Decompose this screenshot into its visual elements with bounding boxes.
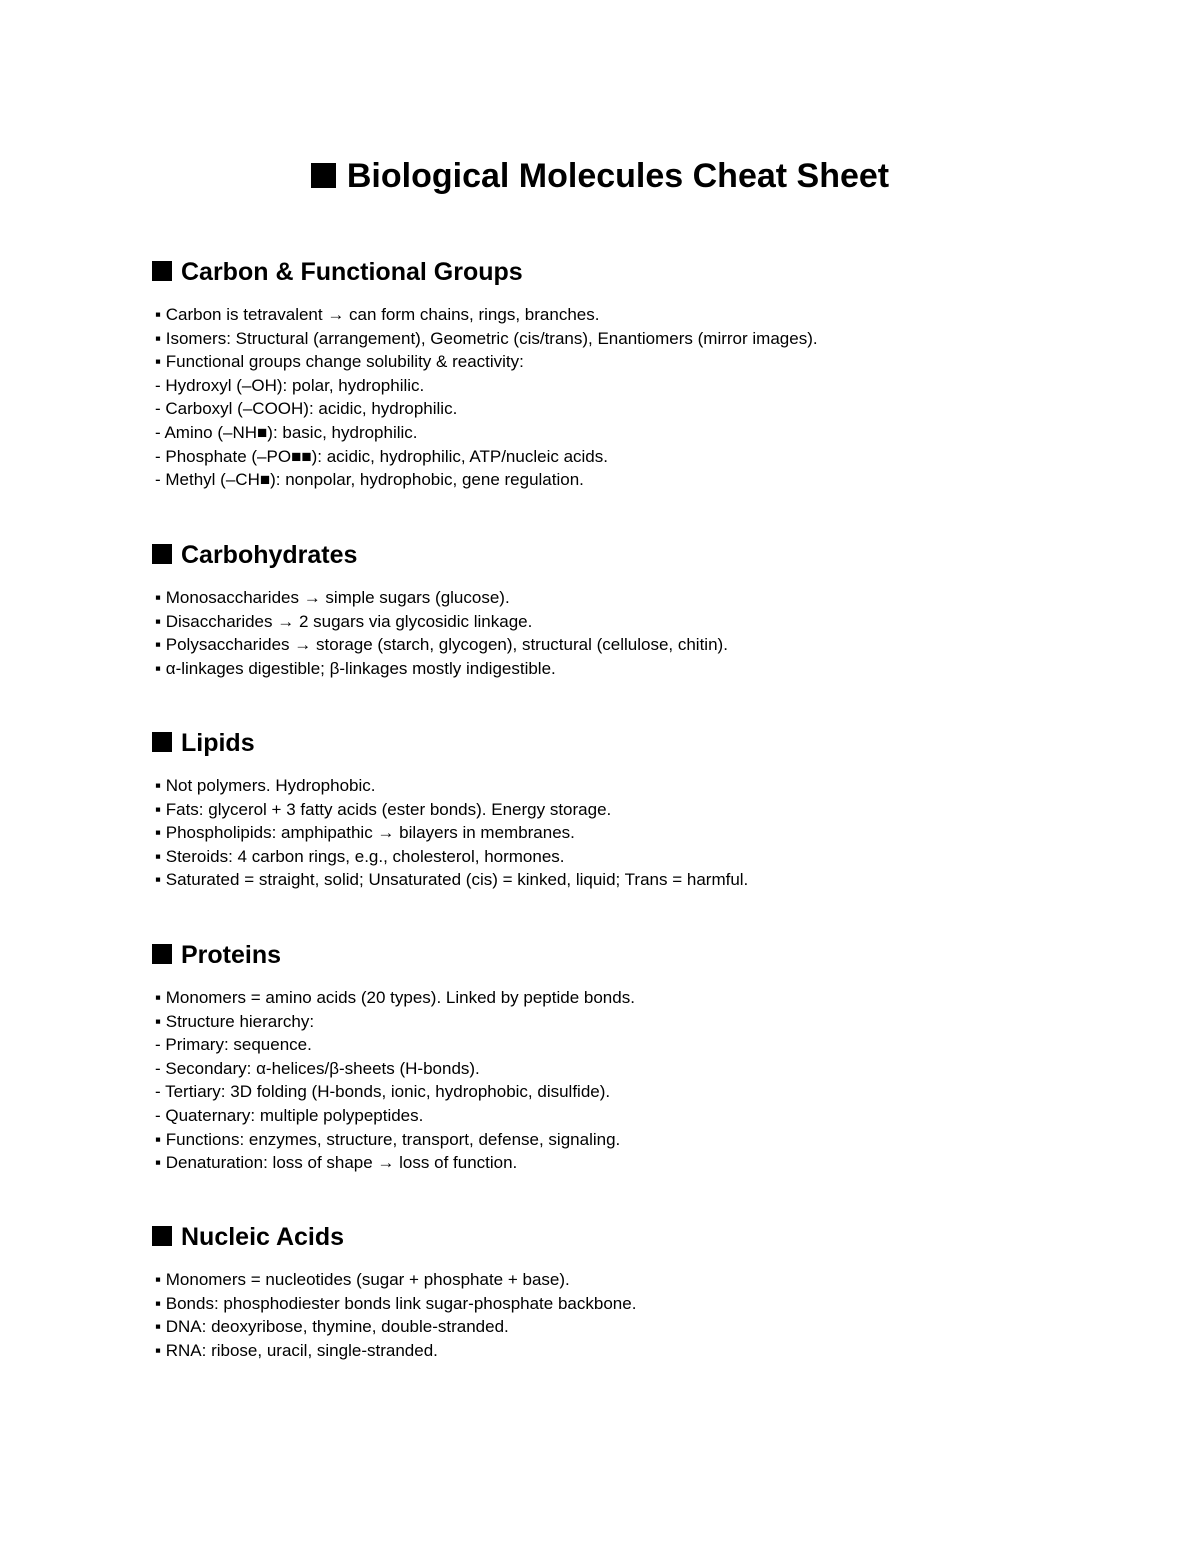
list-item: - Tertiary: 3D folding (H-bonds, ionic, hydrophobic, disulfide). <box>155 1082 611 1102</box>
black-square-icon <box>152 544 172 564</box>
black-square-icon <box>152 944 172 964</box>
list-item: ▪ DNA: deoxyribose, thymine, double-stranded. <box>155 1317 509 1337</box>
section-carbohydrates <box>152 538 1152 680</box>
section-heading-text: Carbon & Functional Groups <box>181 258 523 286</box>
page-title <box>0 152 1200 200</box>
list-item: ▪ Fats: glycerol + 3 fatty acids (ester bonds). Energy storage. <box>155 799 612 819</box>
list-item: ▪ Polysaccharides → storage (starch, glycogen), structural (cellulose, chitin). <box>155 635 728 655</box>
list-item: - Methyl (–CH■): nonpolar, hydrophobic, gene regulation. <box>155 470 584 490</box>
list-item: ▪ Monomers = amino acids (20 types). Linked by peptide bonds. <box>155 988 635 1007</box>
list-item: - Hydroxyl (–OH): polar, hydrophilic. <box>155 375 425 395</box>
list-item: ▪ Denaturation: loss of shape → loss of function. <box>155 1153 518 1173</box>
list-item: ▪ Structure hierarchy: <box>155 1011 315 1031</box>
section-proteins <box>152 938 1152 1175</box>
bullet-list <box>155 986 1152 1175</box>
list-item: - Quaternary: multiple polypeptides. <box>155 1105 424 1125</box>
section-heading-text: Carbohydrates <box>181 541 358 569</box>
section-lipids <box>152 726 1152 892</box>
section-heading <box>152 938 1152 972</box>
section-heading <box>152 538 1152 572</box>
list-item: - Phosphate (–PO■■): acidic, hydrophilic, ATP/nucleic acids. <box>155 446 608 466</box>
black-square-icon <box>152 261 172 281</box>
list-item: ▪ Functional groups change solubility & reactivity: <box>155 352 524 372</box>
list-item: ▪ α-linkages digestible; β-linkages mostly indigestible. <box>155 658 556 678</box>
list-item: ▪ Saturated = straight, solid; Unsaturated (cis) = kinked, liquid; Trans = harmful. <box>155 870 749 890</box>
list-item: ▪ Carbon is tetravalent → can form chains, rings, branches. <box>155 305 600 324</box>
section-heading-text: Lipids <box>181 729 255 757</box>
black-square-icon <box>311 163 336 188</box>
section-nucleic-acids <box>152 1220 1152 1362</box>
list-item: ▪ RNA: ribose, uracil, single-stranded. <box>155 1340 438 1360</box>
list-item: - Primary: sequence. <box>155 1035 312 1055</box>
list-item: - Amino (–NH■): basic, hydrophilic. <box>155 422 418 442</box>
list-item: ▪ Isomers: Structural (arrangement), Geometric (cis/trans), Enantiomers (mirror images). <box>155 328 818 348</box>
bullet-list <box>155 586 1152 680</box>
list-item: ▪ Monomers = nucleotides (sugar + phosphate + base). <box>155 1270 570 1289</box>
section-heading-text: Nucleic Acids <box>181 1223 345 1251</box>
list-item: ▪ Functions: enzymes, structure, transport, defense, signaling. <box>155 1129 621 1149</box>
list-item: ▪ Steroids: 4 carbon rings, e.g., cholesterol, hormones. <box>155 846 565 866</box>
list-item: ▪ Bonds: phosphodiester bonds link sugar-phosphate backbone. <box>155 1293 637 1313</box>
black-square-icon <box>152 1226 172 1246</box>
page-title-text: Biological Molecules Cheat Sheet <box>346 157 890 195</box>
black-square-icon <box>152 732 172 752</box>
bullet-list <box>155 774 1152 892</box>
section-carbon-functional-groups <box>152 255 1152 492</box>
list-item: ▪ Disaccharides → 2 sugars via glycosidic linkage. <box>155 611 533 631</box>
bullet-list <box>155 1268 1152 1362</box>
section-heading <box>152 255 1152 289</box>
list-item: ▪ Phospholipids: amphipathic → bilayers in membranes. <box>155 823 575 843</box>
list-item: - Secondary: α-helices/β-sheets (H-bonds). <box>155 1058 480 1078</box>
list-item: ▪ Not polymers. Hydrophobic. <box>155 776 376 795</box>
list-item: ▪ Monosaccharides → simple sugars (glucose). <box>155 588 510 607</box>
section-heading <box>152 1220 1152 1254</box>
list-item: - Carboxyl (–COOH): acidic, hydrophilic. <box>155 399 458 419</box>
section-heading <box>152 726 1152 760</box>
section-heading-text: Proteins <box>181 941 282 969</box>
bullet-list <box>155 303 1152 492</box>
